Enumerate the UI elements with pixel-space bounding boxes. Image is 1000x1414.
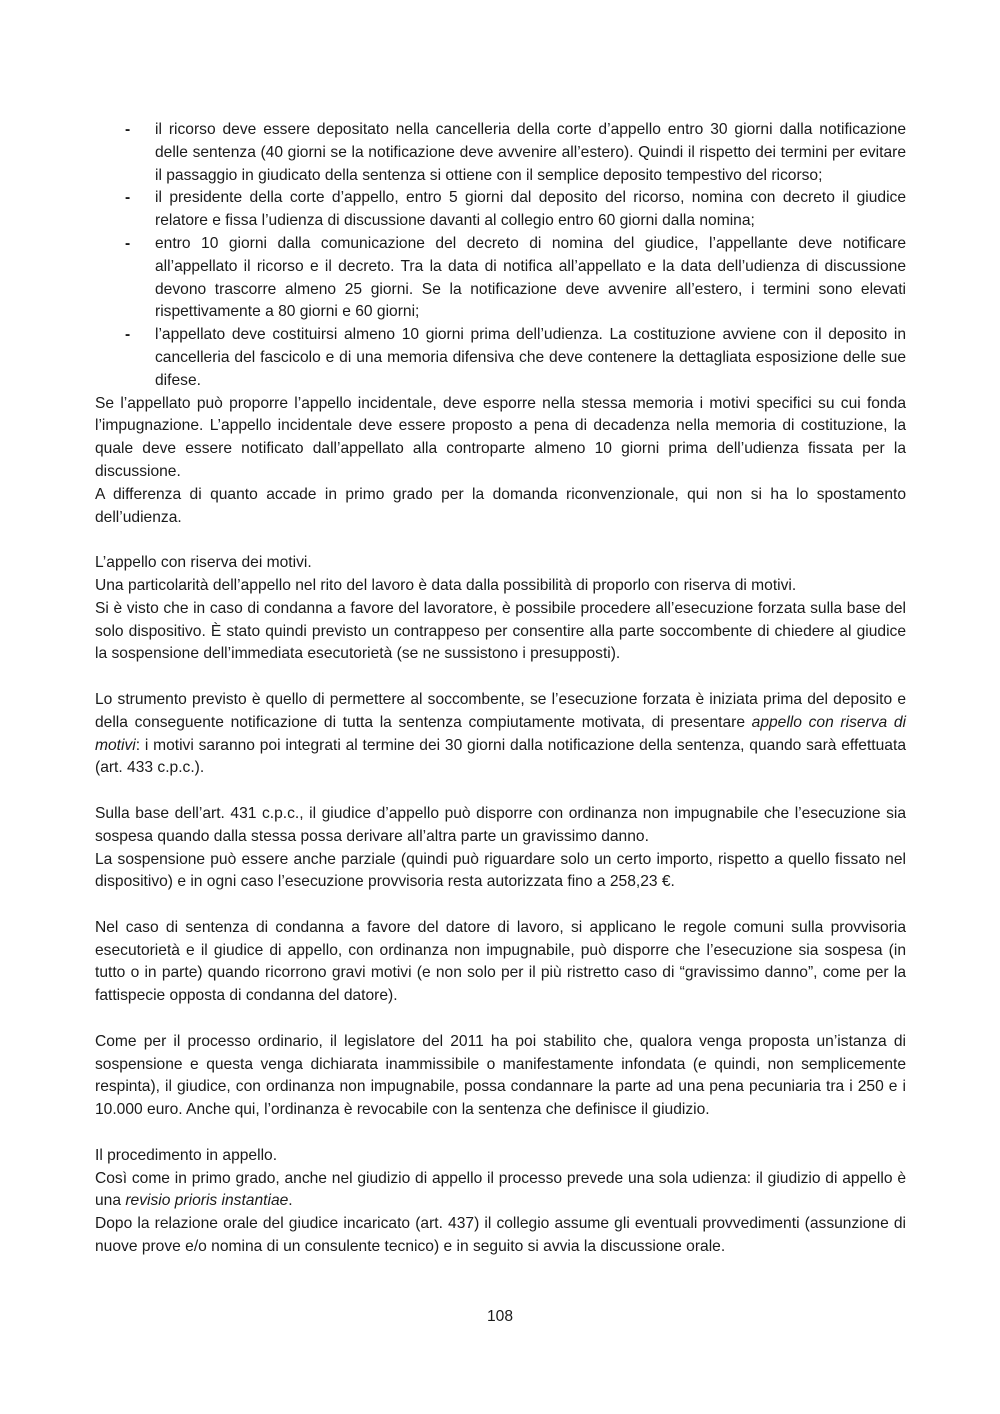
paragraph-condanna-datore: Nel caso di sentenza di condanna a favore del datore di lavoro, si applicano le regole comuni sulla provvisoria esecutorietà e il giudice di appello, con ordinanza non impugnabile, può disporre che l’esecuzione sia sospesa (in tutto o in parte) quando ricorrono gravi motivi (e non solo per il più ristretto caso di “gravissimo danno”, come per la fattispecie opposta di condanna del datore). bbox=[95, 918, 906, 1005]
list-item bbox=[95, 119, 906, 187]
text-run: : i motivi saranno poi integrati al termine dei 30 giorni dalla notificazione della sentenza, quando sarà effettuata (art. 433 c.p.c.). bbox=[95, 736, 906, 777]
document-body bbox=[95, 119, 906, 1259]
paragraph-particolarita: Una particolarità dell’appello nel rito del lavoro è data dalla possibilità di proporlo con riserva di motivi. bbox=[95, 576, 797, 594]
paragraph-spacer bbox=[95, 894, 906, 917]
paragraph-spacer bbox=[95, 666, 906, 689]
text-run: Lo strumento previsto è quello di permettere al soccombente, se l’esecuzione forzata è iniziata prima del deposito e della conseguente notificazione di tutta la sentenza compiutamente motivata, di presentare bbox=[95, 690, 906, 731]
paragraph-spacer bbox=[95, 780, 906, 803]
text-run: Così come in primo grado, anche nel giudizio di appello il processo prevede una sola udienza: il giudizio di appello è una bbox=[95, 1169, 906, 1210]
paragraph-primo-grado bbox=[95, 1168, 906, 1214]
bullet-dash: - bbox=[125, 326, 131, 344]
list-item bbox=[95, 233, 906, 324]
list-item-text: l’appellato deve costituirsi almeno 10 giorni prima dell’udienza. La costituzione avviene con il deposito in cancelleria del fascicolo e di una memoria difensiva che deve contenere la dettagliata esposizione delle sue difese. bbox=[155, 326, 906, 389]
list-item bbox=[95, 187, 906, 233]
section-heading-procedimento: Il procedimento in appello. bbox=[95, 1146, 278, 1164]
text-run: . bbox=[288, 1192, 293, 1210]
paragraph-strumento bbox=[95, 689, 906, 780]
paragraph-processo-ordinario: Come per il processo ordinario, il legislatore del 2011 ha poi stabilito che, qualora venga proposta un’istanza di sospensione e questa venga dichiarata inammissibile o manifestamente infondata (e quindi, non semplicemente respinta), il giudice, con ordinanza non impugnabile, possa condannare la parte ad una pena pecuniaria tra i 250 e i 10.000 euro. Anche qui, l’ordinanza è revocabile con la sentenza che definisce il giudizio. bbox=[95, 1032, 906, 1119]
bullet-dash: - bbox=[125, 189, 131, 207]
list-item-text: il presidente della corte d’appello, entro 5 giorni dal deposito del ricorso, nomina con decreto il giudice relatore e fissa l’udienza di discussione davanti al collegio entro 60 giorni dalla nomina; bbox=[155, 189, 906, 230]
paragraph-spacer bbox=[95, 1008, 906, 1031]
italic-term: revisio prioris instantiae bbox=[125, 1192, 289, 1210]
paragraph-art-431: Sulla base dell’art. 431 c.p.c., il giudice d’appello può disporre con ordinanza non impugnabile che l’esecuzione sia sospesa quando dalla stessa possa derivare all’altra parte un gravissimo danno. bbox=[95, 804, 906, 845]
italic-term: appello con riserva di motivi bbox=[95, 713, 906, 754]
paragraph-relazione-orale: Dopo la relazione orale del giudice incaricato (art. 437) il collegio assume gli eventuali provvedimenti (assunzione di nuove prove e/o nomina di un consulente tecnico) e in seguito si avvia la discussione orale. bbox=[95, 1215, 906, 1256]
page-number: 108 bbox=[486, 1308, 514, 1325]
paragraph-sospensione-parziale: La sospensione può essere anche parziale (quindi può riguardare solo un certo importo, rispetto a quello fissato nel dispositivo) e in ogni caso l’esecuzione provvisoria resta autorizzata fino a 258,23 €. bbox=[95, 850, 906, 891]
paragraph-differenza: A differenza di quanto accade in primo grado per la domanda riconvenzionale, qui non si ha lo spostamento dell’udienza. bbox=[95, 485, 906, 526]
requirements-list bbox=[95, 119, 906, 393]
list-item bbox=[95, 324, 906, 392]
section-heading-riserva: L’appello con riserva dei motivi. bbox=[95, 554, 312, 572]
paragraph-spacer bbox=[95, 1122, 906, 1145]
list-item-text: entro 10 giorni dalla comunicazione del decreto di nomina del giudice, l’appellante deve notificare all’appellato il ricorso e il decreto. Tra la data di notifica all’appellato e la data dell’udienza di discussione devono trascorre almeno 25 giorni. Se la notificazione deve avvenire all’estero, i termini sono elevati rispettivamente a 80 giorni e 60 giorni; bbox=[155, 234, 906, 321]
list-item-text: il ricorso deve essere depositato nella cancelleria della corte d’appello entro 30 giorni dalla notificazione delle sentenza (40 giorni se la notificazione deve avvenire all’estero). Quindi il rispetto dei termini per evitare il passaggio in giudicato della sentenza si ottiene con il semplice deposito tempestivo del ricorso; bbox=[155, 121, 906, 184]
paragraph-appello-incidentale: Se l’appellato può proporre l’appello incidentale, deve esporre nella stessa memoria i motivi specifici su cui fonda l’impugnazione. L’appello incidentale deve essere proposto a pena di decadenza nella memoria di costituzione, la quale deve essere notificato dall’appellato alla controparte almeno 10 giorni prima dell’udienza fissata per la discussione. bbox=[95, 394, 906, 480]
bullet-dash: - bbox=[125, 234, 131, 252]
paragraph-spacer bbox=[95, 529, 906, 552]
bullet-dash: - bbox=[125, 121, 131, 138]
paragraph-condanna-lavoratore: Si è visto che in caso di condanna a favore del lavoratore, è possibile procedere all’esecuzione forzata sulla base del solo dispositivo. È stato quindi previsto un contrappeso per consentire alla parte soccombente di chiedere al giudice la sospensione dell’immediata esecutorietà (se ne sussistono i presupposti). bbox=[95, 599, 906, 663]
